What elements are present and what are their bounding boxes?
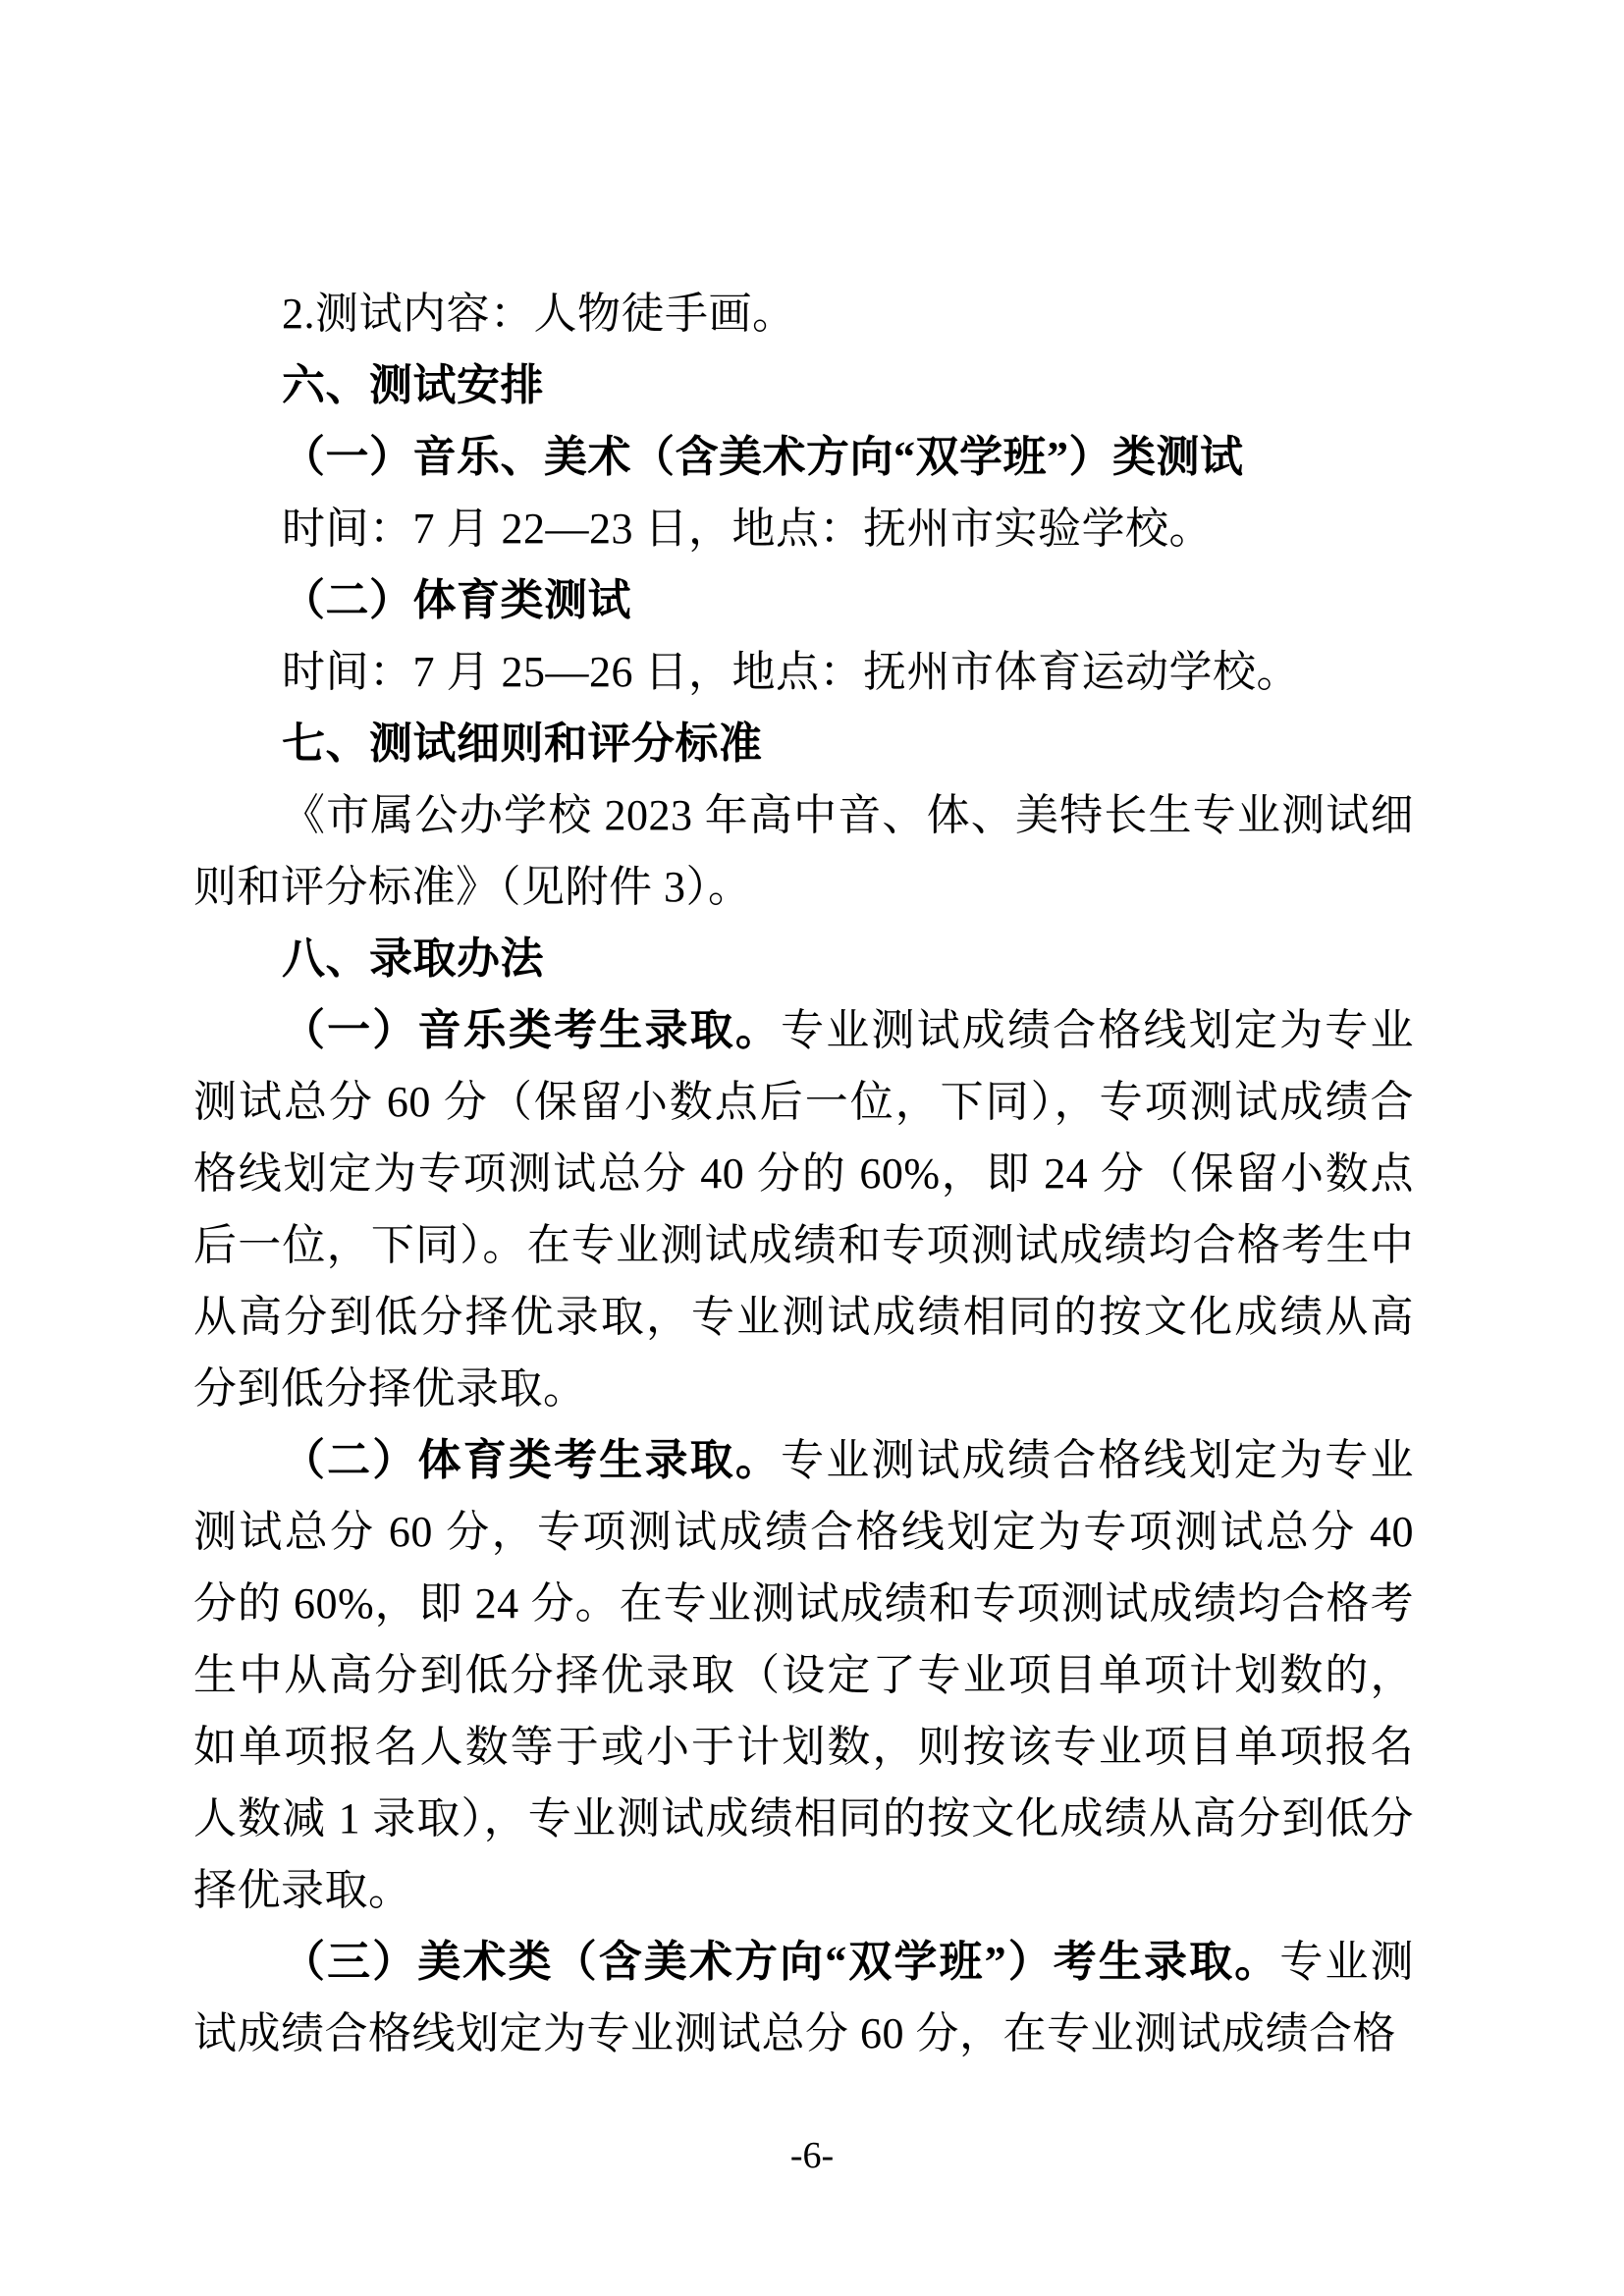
admission-sports-lead: （二）体育类考生录取。 xyxy=(282,1436,782,1484)
admission-art-lead: （三）美术类（含美术方向“双学班”）考生录取。 xyxy=(282,1938,1280,1986)
page-number: -6- xyxy=(789,2135,835,2176)
paragraph-rules-reference: 《市属公办学校 2023 年高中音、体、美特长生专业测试细则和评分标准》（见附件 3）。 xyxy=(193,791,1414,911)
admission-music-lead: （一）音乐类考生录取。 xyxy=(282,1006,782,1054)
admission-music-text: 专业测试成绩合格线划定为专业测试总分 60 分（保留小数点后一位，下同），专项测试成绩合格线划定为专项测试总分 40 分的 60%，即 24 分（保留小数点后一位，下同）。在专业测试成绩和专项测试成绩均合格考生中从高分到低分择优录取，专业测试成绩相同的按文化成绩从高分到低分择优录取。 xyxy=(193,1006,1414,1413)
paragraph-music-art-schedule: 时间：7 月 22—23 日，地点：抚州市实验学校。 xyxy=(282,505,1213,553)
heading-sports-test: （二）体育类测试 xyxy=(282,576,631,624)
paragraph-test-content: 2.测试内容：人物徒手画。 xyxy=(282,290,796,338)
admission-sports-text: 专业测试成绩合格线划定为专业测试总分 60 分，专项测试成绩合格线划定为专项测试总分 40 分的 60%，即 24 分。在专业测试成绩和专项测试成绩均合格考生中从高分到低分择优录取（设定了专业项目单项计划数的，如单项报名人数等于或小于计划数，则按该专业项目单项报名人数减 1 录取），专业测试成绩相同的按文化成绩从高分到低分择优录取。 xyxy=(193,1436,1414,1914)
paragraph-admission-music xyxy=(193,994,1414,1424)
heading-section-seven: 七、测试细则和评分标准 xyxy=(282,720,763,768)
heading-section-eight: 八、录取办法 xyxy=(282,934,544,983)
admission-art-text: 专业测试成绩合格线划定为专业测试总分 60 分，在专业测试成绩合格 xyxy=(193,1938,1415,2057)
paragraph-sports-schedule: 时间：7 月 25—26 日，地点：抚州市体育运动学校。 xyxy=(282,648,1300,696)
heading-music-art-test: （一）音乐、美术（含美术方向“双学班”）类测试 xyxy=(282,433,1244,481)
document-body xyxy=(193,278,1414,2069)
paragraph-admission-sports xyxy=(193,1424,1414,1926)
heading-section-six: 六、测试安排 xyxy=(282,361,544,409)
paragraph-admission-art xyxy=(193,1926,1414,2069)
